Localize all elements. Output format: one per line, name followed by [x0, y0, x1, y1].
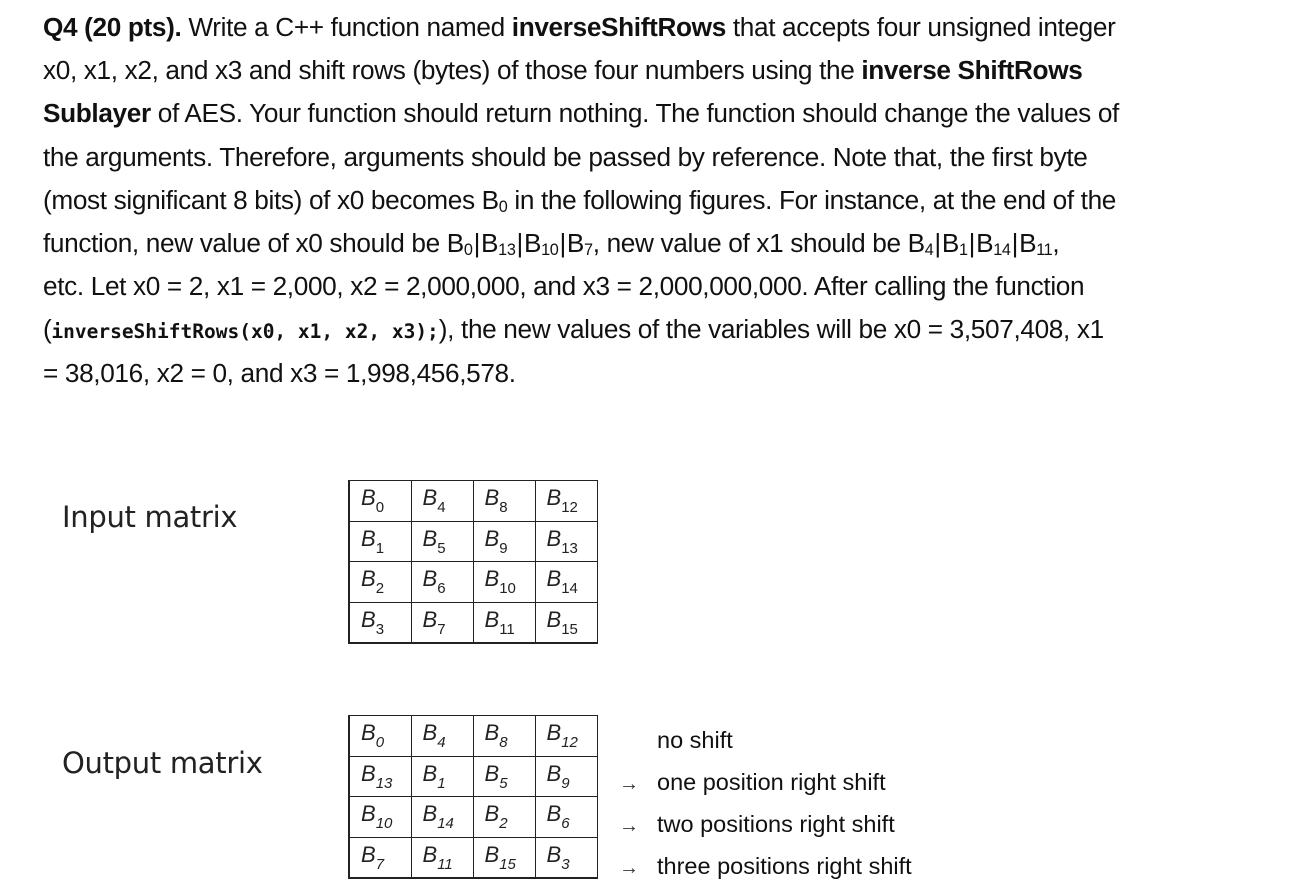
- right-arrow-icon: →: [619, 857, 639, 879]
- matrix-cell: $B_3$: [349, 602, 411, 643]
- shift-note-text: three positions right shift: [657, 853, 912, 879]
- matrix-row: [349, 837, 597, 878]
- matrix-cell: $B_{13}$: [349, 756, 411, 797]
- matrix-row: [349, 716, 597, 757]
- matrix-cell: $B_8$: [473, 716, 535, 757]
- matrix-row: [349, 562, 597, 603]
- input-matrix-label: Input matrix: [62, 500, 238, 534]
- matrix-cell: $B_2$: [473, 797, 535, 838]
- emphasis-sublayer: Sublayer: [43, 98, 151, 129]
- line-7: etc. Let x0 = 2, x1 = 2,000, x2 = 2,000,000, and x3 = 2,000,000,000. After calling the function: [43, 271, 1085, 302]
- shift-note: [619, 845, 912, 887]
- line-2: x0, x1, x2, and x3 and shift rows (bytes) of those four numbers using the inverse ShiftRows: [43, 55, 1083, 86]
- matrix-cell: $B_6$: [535, 797, 597, 838]
- matrix-cell: $B_5$: [473, 756, 535, 797]
- matrix-cell: $B_1$: [411, 756, 473, 797]
- matrix-cell: $B_{12}$: [535, 716, 597, 757]
- function-name: inverseShiftRows: [511, 12, 726, 42]
- matrix-cell: $B_3$: [535, 837, 597, 878]
- right-arrow-icon: →: [619, 773, 639, 795]
- shift-note-text: one position right shift: [657, 769, 886, 795]
- matrix-cell: $B_{11}$: [411, 837, 473, 878]
- matrix-cell: $B_{10}$: [349, 797, 411, 838]
- question-text: [43, 6, 1301, 395]
- matrix-cell: $B_{11}$: [473, 602, 535, 643]
- byte-symbol: B14: [976, 227, 1011, 259]
- line-3: Sublayer of AES. Your function should return nothing. The function should change the values of: [43, 98, 1119, 129]
- matrix-cell: $B_{15}$: [535, 602, 597, 643]
- byte-symbol: B7: [566, 227, 593, 259]
- line-5: (most significant 8 bits) of x0 becomes B0 in the following figures. For instance, at the end of the: [43, 184, 1117, 216]
- separator: |: [1011, 227, 1019, 258]
- matrix-cell: $B_2$: [349, 562, 411, 603]
- shift-notes: [619, 719, 912, 887]
- matrix-row: [349, 481, 597, 522]
- matrix-cell: $B_4$: [411, 716, 473, 757]
- right-arrow-icon: →: [619, 815, 639, 837]
- separator: |: [473, 227, 481, 258]
- matrix-cell: $B_9$: [473, 521, 535, 562]
- matrix-cell: $B_9$: [535, 756, 597, 797]
- matrix-cell: $B_7$: [411, 602, 473, 643]
- line-6: function, new value of x0 should be B0|B13|B10|B7, new value of x1 should be B4|B1|B14|B11,: [43, 227, 1060, 259]
- separator: |: [934, 227, 941, 258]
- shift-note: [619, 761, 912, 803]
- matrix-cell: $B_{12}$: [535, 481, 597, 522]
- matrix-row: [349, 797, 597, 838]
- x1-byte-expression: [908, 228, 1053, 258]
- question-number: Q4 (20 pts).: [43, 12, 182, 42]
- separator: |: [968, 227, 976, 258]
- matrix-cell: $B_{13}$: [535, 521, 597, 562]
- byte-symbol: B4: [907, 227, 934, 259]
- matrix-cell: $B_4$: [411, 481, 473, 522]
- emphasis-inverse-shiftrows: inverse ShiftRows: [861, 55, 1083, 86]
- output-matrix: [348, 715, 598, 879]
- matrix-row: [349, 756, 597, 797]
- input-matrix: [348, 480, 598, 644]
- byte-symbol: B13: [481, 227, 516, 259]
- shift-note-text: no shift: [657, 727, 733, 753]
- matrix-cell: $B_7$: [349, 837, 411, 878]
- line-4: the arguments. Therefore, arguments should be passed by reference. Note that, the first byte: [43, 141, 1088, 172]
- byte-symbol: B10: [523, 227, 559, 259]
- matrix-row: [349, 602, 597, 643]
- output-matrix-label: Output matrix: [62, 746, 263, 780]
- line-9: = 38,016, x2 = 0, and x3 = 1,998,456,578.: [43, 357, 516, 388]
- matrix-cell: $B_{14}$: [535, 562, 597, 603]
- byte-symbol: B1: [941, 227, 968, 259]
- line-8: (inverseShiftRows(x0, x1, x2, x3);), the new values of the variables will be x0 = 3,507,408, x1: [43, 314, 1104, 345]
- matrix-cell: $B_1$: [349, 521, 411, 562]
- matrix-cell: $B_{14}$: [411, 797, 473, 838]
- byte-symbol: B0: [446, 227, 473, 259]
- separator: |: [516, 227, 523, 258]
- matrix-cell: $B_5$: [411, 521, 473, 562]
- matrix-cell: $B_0$: [349, 716, 411, 757]
- matrix-row: [349, 521, 597, 562]
- matrix-cell: $B_8$: [473, 481, 535, 522]
- byte-symbol: B11: [1019, 227, 1053, 259]
- matrix-cell: $B_{10}$: [473, 562, 535, 603]
- shift-note: [619, 803, 912, 845]
- matrix-cell: $B_{15}$: [473, 837, 535, 878]
- x0-byte-expression: [447, 228, 593, 258]
- line-1: Q4 (20 pts). Write a C++ function named inverseShiftRows that accepts four unsigned integer: [43, 12, 1116, 42]
- function-call-code: inverseShiftRows(x0, x1, x2, x3);: [51, 320, 439, 344]
- matrix-cell: $B_0$: [349, 481, 411, 522]
- shift-note: [619, 719, 912, 761]
- separator: |: [559, 227, 566, 258]
- matrix-cell: $B_6$: [411, 562, 473, 603]
- shift-note-text: two positions right shift: [657, 811, 895, 837]
